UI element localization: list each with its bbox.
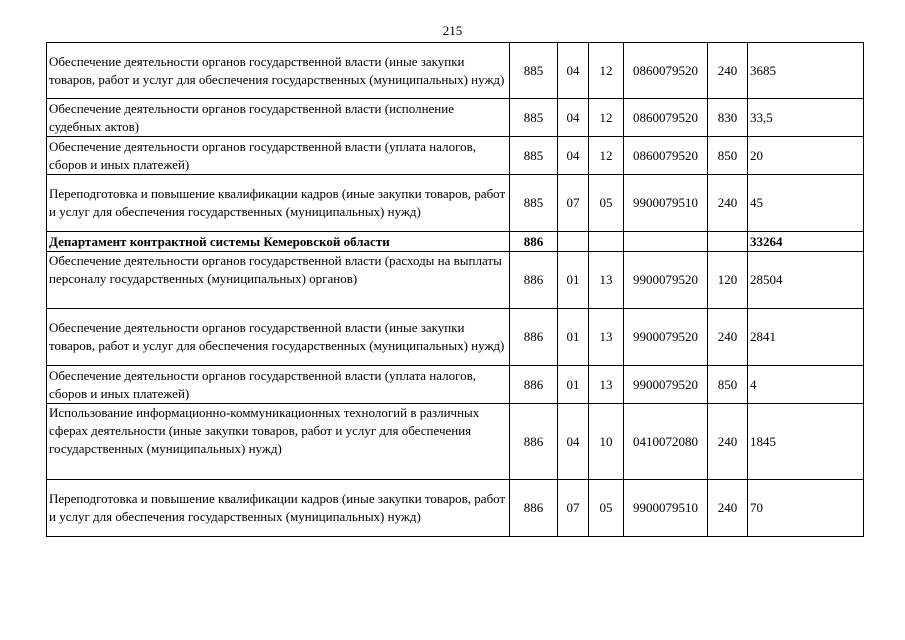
subsection-code-cell: 05	[589, 480, 624, 537]
expense-type-cell: 240	[708, 309, 748, 366]
amount-cell: 70	[748, 480, 864, 537]
row-name-cell: Обеспечение деятельности органов государственной власти (расходы на выплаты персоналу государственных (муниципальных) органов)	[47, 252, 510, 309]
expense-type-cell: 850	[708, 366, 748, 404]
amount-cell: 33264	[748, 232, 864, 252]
subsection-code-cell: 10	[589, 404, 624, 480]
section-code-cell: 01	[558, 366, 589, 404]
table-row	[47, 309, 864, 366]
table-row	[47, 404, 864, 480]
section-code-cell: 04	[558, 99, 589, 137]
section-code-cell: 01	[558, 252, 589, 309]
department-name-cell: Департамент контрактной системы Кемеровской области	[47, 232, 510, 252]
table-row	[47, 480, 864, 537]
ministry-code-cell: 885	[510, 175, 558, 232]
row-name-cell: Использование информационно-коммуникационных технологий в различных сферах деятельности (иные закупки товаров, работ и услуг для обеспечения государственных (муниципальных) нужд)	[47, 404, 510, 480]
amount-cell: 3685	[748, 43, 864, 99]
target-code-cell: 0860079520	[624, 137, 708, 175]
expense-type-cell: 240	[708, 43, 748, 99]
section-code-cell: 07	[558, 175, 589, 232]
row-name-cell: Обеспечение деятельности органов государственной власти (иные закупки товаров, работ и услуг для обеспечения государственных (муниципальных) нужд)	[47, 309, 510, 366]
ministry-code-cell: 886	[510, 404, 558, 480]
row-name-cell: Обеспечение деятельности органов государственной власти (уплата налогов, сборов и иных платежей)	[47, 137, 510, 175]
ministry-code-cell: 885	[510, 99, 558, 137]
ministry-code-cell: 885	[510, 137, 558, 175]
target-code-cell: 0860079520	[624, 43, 708, 99]
page-number: 215	[442, 23, 463, 38]
target-code-cell: 9900079510	[624, 480, 708, 537]
subsection-code-cell: 12	[589, 43, 624, 99]
subsection-code-cell: 05	[589, 175, 624, 232]
table-row	[47, 175, 864, 232]
target-code-cell: 0410072080	[624, 404, 708, 480]
amount-cell: 28504	[748, 252, 864, 309]
ministry-code-cell: 886	[510, 232, 558, 252]
target-code-cell: 9900079520	[624, 366, 708, 404]
expense-type-cell: 850	[708, 137, 748, 175]
department-row	[47, 232, 864, 252]
subsection-code-cell: 13	[589, 366, 624, 404]
expense-type-cell: 240	[708, 404, 748, 480]
ministry-code-cell: 886	[510, 366, 558, 404]
expense-type-cell: 240	[708, 480, 748, 537]
subsection-code-cell	[589, 232, 624, 252]
expense-type-cell: 120	[708, 252, 748, 309]
expense-type-cell: 240	[708, 175, 748, 232]
table-row	[47, 252, 864, 309]
row-name-cell: Обеспечение деятельности органов государственной власти (уплата налогов, сборов и иных платежей)	[47, 366, 510, 404]
budget-table	[46, 42, 864, 537]
target-code-cell: 0860079520	[624, 99, 708, 137]
amount-cell: 4	[748, 366, 864, 404]
target-code-cell: 9900079520	[624, 252, 708, 309]
expense-type-cell	[708, 232, 748, 252]
section-code-cell: 04	[558, 43, 589, 99]
amount-cell: 20	[748, 137, 864, 175]
target-code-cell: 9900079510	[624, 175, 708, 232]
table-row	[47, 366, 864, 404]
row-name-cell: Обеспечение деятельности органов государственной власти (исполнение судебных актов)	[47, 99, 510, 137]
target-code-cell: 9900079520	[624, 309, 708, 366]
subsection-code-cell: 12	[589, 137, 624, 175]
subsection-code-cell: 13	[589, 252, 624, 309]
table-row	[47, 137, 864, 175]
ministry-code-cell: 886	[510, 309, 558, 366]
target-code-cell	[624, 232, 708, 252]
ministry-code-cell: 886	[510, 480, 558, 537]
ministry-code-cell: 885	[510, 43, 558, 99]
row-name-cell: Переподготовка и повышение квалификации кадров (иные закупки товаров, работ и услуг для обеспечения государственных (муниципальных) нужд)	[47, 480, 510, 537]
section-code-cell: 04	[558, 404, 589, 480]
amount-cell: 33,5	[748, 99, 864, 137]
ministry-code-cell: 886	[510, 252, 558, 309]
table-row	[47, 99, 864, 137]
amount-cell: 45	[748, 175, 864, 232]
expense-type-cell: 830	[708, 99, 748, 137]
amount-cell: 2841	[748, 309, 864, 366]
subsection-code-cell: 12	[589, 99, 624, 137]
section-code-cell: 01	[558, 309, 589, 366]
table-row	[47, 43, 864, 99]
amount-cell: 1845	[748, 404, 864, 480]
section-code-cell: 04	[558, 137, 589, 175]
section-code-cell	[558, 232, 589, 252]
subsection-code-cell: 13	[589, 309, 624, 366]
row-name-cell: Обеспечение деятельности органов государственной власти (иные закупки товаров, работ и услуг для обеспечения государственных (муниципальных) нужд)	[47, 43, 510, 99]
row-name-cell: Переподготовка и повышение квалификации кадров (иные закупки товаров, работ и услуг для обеспечения государственных (муниципальных) нужд)	[47, 175, 510, 232]
section-code-cell: 07	[558, 480, 589, 537]
